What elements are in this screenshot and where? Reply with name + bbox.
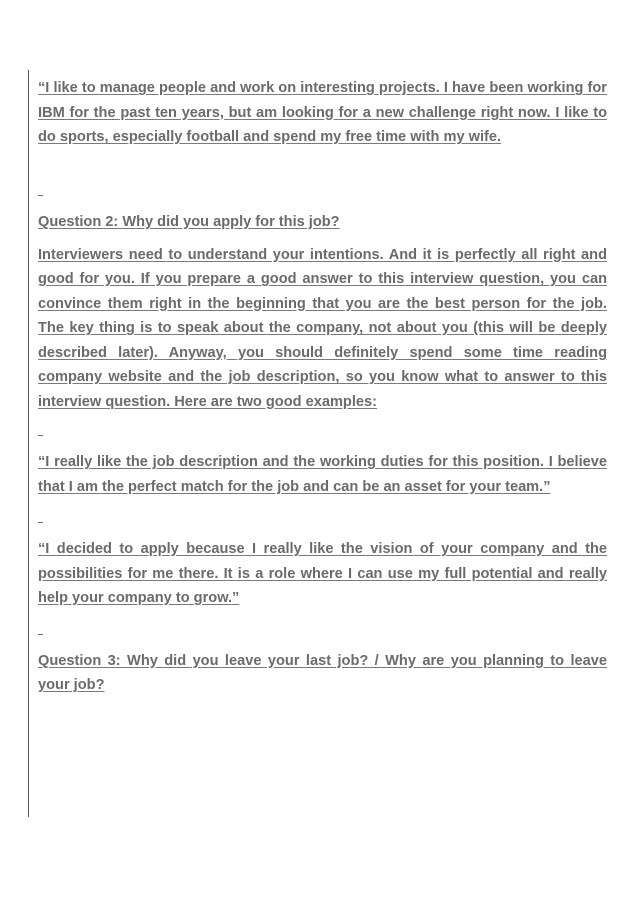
document-body [38,76,607,698]
spacer [38,611,607,629]
spacer [38,414,607,430]
spacer [38,235,607,243]
spacer [38,196,607,210]
question-2-heading: Question 2: Why did you apply for this job? [38,214,340,230]
spacer [38,174,607,190]
example-answer-1: “I really like the job description and the working duties for this position. I believe that I am the perfect match for the job and can be an asset for your team.” [38,454,607,495]
spacer [38,436,607,450]
answer-paragraph-1: “I like to manage people and work on interesting projects. I have been working for IBM for the past ten years, but am looking for a new challenge right now. I like to do sports, especially football and spend my free time with my wife. [38,80,607,145]
spacer [38,523,607,537]
example-answer-2: “I decided to apply because I really like the vision of your company and the possibilities for me there. It is a role where I can use my full potential and really help your company to grow.” [38,541,607,606]
left-margin-rule [28,70,29,817]
question-3-heading: Question 3: Why did you leave your last job? / Why are you planning to leave your job? [38,652,607,693]
spacer [38,635,607,649]
spacer [38,499,607,517]
question-2-paragraph-b: The key thing is to speak about the company, not about you (this will be deeply described later). Anyway, you should definitely spend some time reading company website and the job description, so you know what to answer to this interview question. Here are two good examples: [38,320,607,410]
question-2-paragraph-a: Interviewers need to understand your intentions. And it is perfectly all right and good for you. If you prepare a good answer to this interview question, you can convince them right in the beginning that you are the best person for the job. [38,246,607,312]
